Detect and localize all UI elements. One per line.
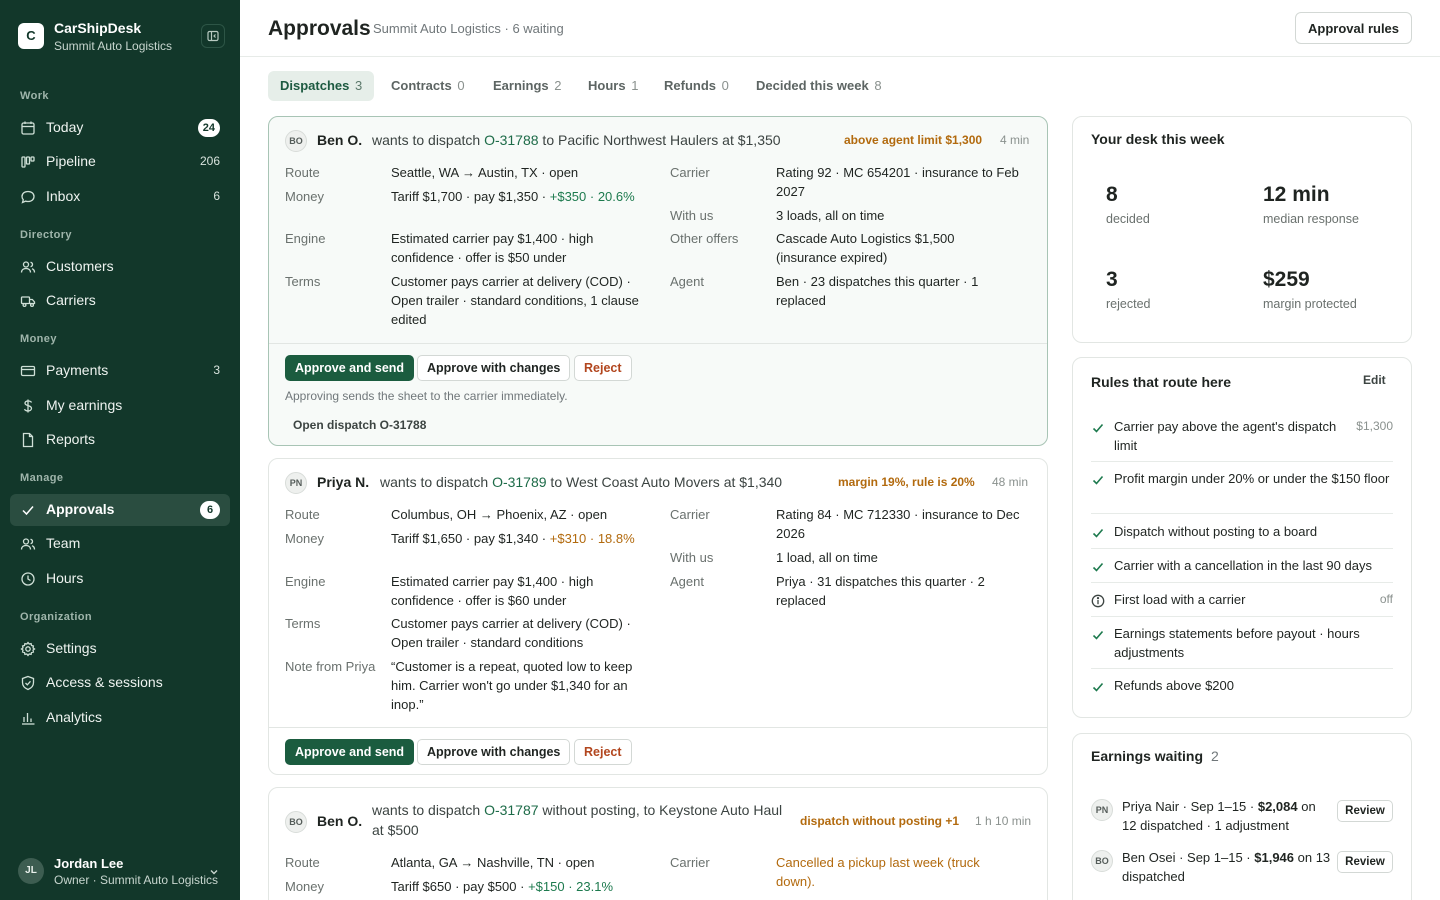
sidebar-item-access-sessions[interactable] — [10, 667, 230, 699]
summary-text: wants to dispatch — [372, 802, 485, 818]
tab-count: 2 — [554, 78, 562, 93]
approval-request-card — [268, 787, 1048, 900]
clock-icon — [20, 571, 36, 587]
sidebar-item-label: Analytics — [46, 709, 103, 725]
summary-text: to Pacific Northwest Haulers at $1,350 — [538, 132, 781, 148]
route-value: Seattle, WA → Austin, TX · open — [391, 165, 579, 180]
sidebar-item-inbox[interactable] — [10, 181, 230, 213]
routing-rules-panel — [1072, 357, 1412, 718]
users-icon — [20, 259, 36, 275]
sidebar-item-label: Carriers — [46, 292, 96, 308]
earnings-item — [1091, 850, 1393, 890]
approve-and-send-button[interactable]: Approve and send — [285, 355, 414, 381]
requester-name: Ben O. — [317, 132, 363, 148]
tab-count: 3 — [355, 78, 363, 93]
tab-label: Contracts — [391, 78, 452, 93]
summary-text: to West Coast Auto Movers at $1,340 — [546, 474, 783, 490]
carrier-label: Carrier — [670, 855, 710, 870]
approval-request-card — [268, 116, 1048, 446]
approve-and-send-button[interactable]: Approve and send — [285, 739, 414, 765]
document-icon — [20, 432, 36, 448]
check-icon — [1091, 421, 1105, 435]
stat-value: $259 — [1263, 268, 1310, 291]
sidebar-item-label: Approvals — [46, 501, 115, 517]
avatar: PN — [1091, 799, 1113, 821]
rule-text: Earnings statements before payout · hours adjustments — [1114, 626, 1360, 660]
route-label: Route — [285, 507, 320, 522]
review-button[interactable]: Review — [1337, 800, 1393, 822]
open-dispatch-link[interactable]: Open dispatch O-31788 — [293, 418, 427, 432]
avatar: JL — [18, 858, 44, 884]
reject-button[interactable]: Reject — [574, 355, 632, 381]
time-waiting: 4 min — [1000, 133, 1030, 147]
earnings-waiting-panel — [1072, 733, 1412, 900]
panel-title: Your desk this week — [1091, 131, 1225, 147]
money-label: Money — [285, 189, 325, 204]
rule-item — [1091, 523, 1393, 549]
request-summary — [372, 132, 781, 148]
page-subtitle: Summit Auto Logistics · 6 waiting — [373, 21, 564, 36]
request-header — [285, 800, 1031, 844]
money-base: Tariff $1,650 · pay $1,340 · — [391, 531, 550, 546]
tab-decided-this-week[interactable] — [744, 71, 894, 101]
agent-value: Priya · 31 dispatches this quarter · 2 replaced — [776, 574, 985, 608]
sidebar-item-approvals[interactable] — [10, 494, 230, 526]
tab-dispatches[interactable] — [268, 71, 374, 101]
stat-value: 3 — [1106, 268, 1118, 291]
flag-reason: margin 19%, rule is 20% — [838, 475, 975, 489]
order-link[interactable]: O-31789 — [492, 474, 547, 490]
approval-request-card — [268, 458, 1048, 775]
order-link[interactable]: O-31787 — [484, 802, 539, 818]
count-text: 3 — [213, 363, 220, 377]
margin-value: +$310 · 18.8% — [549, 531, 635, 546]
page-title: Approvals — [268, 17, 371, 40]
earnings-text: on 13 dispatched — [1122, 850, 1331, 884]
order-link[interactable]: O-31788 — [484, 132, 539, 148]
sidebar-item-label: Payments — [46, 362, 109, 378]
earnings-text: on 12 dispatched · 1 adjustment — [1122, 799, 1316, 833]
route-value: Atlanta, GA → Nashville, TN · open — [391, 855, 595, 870]
agent-value: Ben · 23 dispatches this quarter · 1 replaced — [776, 274, 979, 308]
user-role: Owner · Summit Auto Logistics — [54, 873, 219, 887]
sidebar-item-today[interactable] — [10, 112, 230, 144]
carrier-label: Carrier — [670, 165, 710, 180]
stat-label: decided — [1106, 212, 1150, 226]
count-badge: 24 — [198, 119, 220, 137]
stat-label: margin protected — [1263, 297, 1357, 311]
request-actions — [269, 343, 1048, 446]
desk-stats-panel — [1072, 116, 1412, 343]
sidebar-item-analytics[interactable] — [10, 702, 230, 734]
count-text: 206 — [199, 154, 220, 168]
sidebar-item-label: Inbox — [46, 188, 81, 204]
pipeline-icon — [20, 154, 36, 170]
sidebar-item-label: Reports — [46, 431, 96, 447]
sidebar-toggle-icon — [207, 30, 219, 42]
earnings-text: Ben Osei · Sep 1–15 · — [1122, 850, 1255, 865]
reject-button[interactable]: Reject — [574, 739, 632, 765]
carrier-value: Cancelled a pickup last week (truck down). — [776, 855, 980, 889]
section-money: Money — [20, 333, 57, 345]
credit-card-icon — [20, 363, 36, 379]
agent-label: Agent — [670, 574, 704, 589]
check-icon — [1091, 560, 1105, 574]
with-us-label: With us — [670, 208, 714, 223]
review-button[interactable]: Review — [1337, 851, 1393, 873]
sidebar-collapse-button[interactable] — [201, 24, 225, 48]
stat-value: 12 min — [1263, 183, 1330, 206]
requester-name: Ben O. — [317, 813, 363, 829]
engine-label: Engine — [285, 231, 326, 246]
terms-value: Customer pays carrier at delivery (COD) · Open trailer · standard conditions, 1 clause edited — [391, 274, 639, 327]
tab-refunds[interactable] — [652, 71, 741, 101]
sidebar-item-label: Today — [46, 119, 84, 135]
sidebar-item-reports[interactable] — [10, 424, 230, 456]
carrier-value: Rating 84 · MC 712330 · insurance to Dec 2026 — [776, 507, 1020, 541]
rule-text: Carrier with a cancellation in the last 90 days — [1114, 558, 1372, 573]
brand-name: CarShipDesk — [54, 20, 142, 36]
time-waiting: 1 h 10 min — [975, 814, 1032, 828]
section-work: Work — [20, 90, 49, 102]
carrier-value: Rating 92 · MC 654201 · insurance to Feb 2027 — [776, 165, 1019, 199]
other-offers-label: Other offers — [670, 231, 739, 246]
route-value: Columbus, OH → Phoenix, AZ · open — [391, 507, 608, 522]
tab-earnings[interactable] — [481, 71, 573, 101]
tab-count: 8 — [874, 78, 882, 93]
approve-hint: Approving sends the sheet to the carrier immediately. — [285, 389, 568, 403]
money-value — [391, 187, 653, 206]
route-label: Route — [285, 165, 320, 180]
panel-title-text: Earnings waiting — [1091, 748, 1204, 764]
sidebar-item-label: Settings — [46, 640, 97, 656]
check-icon — [1091, 473, 1105, 487]
tab-contracts[interactable] — [379, 71, 477, 101]
margin-value: +$350 · 20.6% — [549, 189, 635, 204]
request-summary — [380, 474, 782, 490]
money-label: Money — [285, 531, 325, 546]
section-manage: Manage — [20, 472, 64, 484]
flag-reason: above agent limit $1,300 — [844, 133, 983, 147]
sidebar-item-label: Team — [46, 535, 81, 551]
edit-rules-button[interactable]: Edit — [1363, 373, 1386, 387]
rule-item — [1091, 418, 1393, 462]
note-value: “Customer is a repeat, quoted low to keep him. Carrier won't go under $1,340 for an inop.” — [391, 659, 633, 712]
tab-hours[interactable] — [576, 71, 650, 101]
brand-logo: C — [18, 23, 44, 49]
user-name: Jordan Lee — [54, 856, 124, 871]
calendar-icon — [20, 120, 36, 136]
panel-title: Rules that route here — [1091, 374, 1232, 390]
earnings-text: Priya Nair · Sep 1–15 · — [1122, 799, 1258, 814]
flag-reason: dispatch without posting +1 — [800, 814, 959, 828]
money-base: Tariff $650 · pay $500 · — [391, 879, 529, 894]
carrier-label: Carrier — [670, 507, 710, 522]
rule-text: Profit margin under 20% or under the $150 floor — [1114, 471, 1390, 486]
dollar-icon — [20, 398, 36, 414]
page-header — [240, 0, 1440, 57]
sidebar-item-hours[interactable] — [10, 563, 230, 595]
money-value — [391, 877, 653, 896]
time-waiting: 48 min — [992, 475, 1029, 489]
rule-item — [1091, 677, 1393, 701]
check-icon — [20, 502, 36, 518]
tab-label: Refunds — [664, 78, 716, 93]
rule-item — [1091, 470, 1393, 514]
request-header — [285, 471, 1031, 495]
tab-count: 1 — [631, 78, 639, 93]
stat-label: rejected — [1106, 297, 1151, 311]
user-menu[interactable] — [18, 856, 230, 890]
approve-with-changes-button[interactable]: Approve with changes — [417, 739, 570, 765]
users-icon — [20, 536, 36, 552]
info-circle-icon — [1091, 594, 1105, 608]
request-header — [285, 129, 1031, 153]
stat-value: 8 — [1106, 183, 1118, 206]
other-offers-value: Cascade Auto Logistics $1,500 (insurance expired) — [776, 231, 955, 265]
with-us-value: 3 loads, all on time — [776, 208, 885, 223]
rule-meta: off — [1379, 592, 1393, 606]
rule-text: Carrier pay above the agent's dispatch limit — [1114, 419, 1337, 453]
terms-label: Terms — [285, 616, 321, 631]
terms-value: Customer pays carrier at delivery (COD) · Open trailer · standard conditions — [391, 616, 631, 650]
approve-with-changes-button[interactable]: Approve with changes — [417, 355, 570, 381]
rule-text: Refunds above $200 — [1114, 678, 1234, 693]
money-label: Money — [285, 879, 325, 894]
tab-label: Hours — [588, 78, 626, 93]
with-us-label: With us — [670, 550, 714, 565]
with-us-value: 1 load, all on time — [776, 550, 878, 565]
count-badge: 6 — [200, 501, 220, 519]
sidebar-item-settings[interactable] — [10, 633, 230, 665]
earnings-item — [1091, 799, 1393, 839]
earnings-amount: $1,946 — [1254, 850, 1295, 865]
engine-value: Estimated carrier pay $1,400 · high confidence · offer is $50 under — [391, 231, 594, 265]
gear-icon — [20, 641, 36, 657]
truck-icon — [20, 293, 36, 309]
sidebar-item-team[interactable] — [10, 528, 230, 560]
check-icon — [1091, 680, 1105, 694]
summary-text: wants to dispatch — [380, 474, 493, 490]
count-text: 6 — [213, 189, 220, 203]
sidebar-item-carriers[interactable] — [10, 285, 230, 317]
tab-label: Decided this week — [756, 78, 869, 93]
stat-label: median response — [1263, 212, 1359, 226]
summary-text: without posting, to Keystone Auto Haul at $500 — [372, 802, 783, 838]
rule-meta: $1,300 — [1356, 419, 1393, 433]
request-summary — [372, 800, 792, 840]
tab-count: 0 — [457, 78, 465, 93]
check-icon — [1091, 526, 1105, 540]
sidebar-item-label: My earnings — [46, 397, 123, 413]
rule-item — [1091, 625, 1393, 669]
money-base: Tariff $1,700 · pay $1,350 · — [391, 189, 550, 204]
check-icon — [1091, 628, 1105, 642]
avatar: PN — [285, 472, 307, 494]
avatar: BO — [285, 130, 307, 152]
chevron-down-icon — [208, 866, 220, 878]
engine-label: Engine — [285, 574, 326, 589]
rule-text: Dispatch without posting to a board — [1114, 524, 1318, 539]
sidebar-item-pipeline[interactable] — [10, 146, 230, 178]
earnings-amount: $2,084 — [1257, 799, 1298, 814]
bar-chart-icon — [20, 710, 36, 726]
section-organization: Organization — [20, 611, 93, 623]
rule-item — [1091, 591, 1393, 617]
route-label: Route — [285, 855, 320, 870]
panel-title — [1091, 748, 1219, 764]
section-directory: Directory — [20, 229, 72, 241]
sidebar-item-my-earnings[interactable] — [10, 390, 230, 422]
engine-value: Estimated carrier pay $1,400 · high confidence · offer is $60 under — [391, 574, 594, 608]
request-actions — [269, 727, 1048, 775]
brand — [18, 18, 228, 58]
earnings-summary — [1122, 848, 1332, 886]
sidebar — [0, 0, 240, 900]
sidebar-item-label: Pipeline — [46, 153, 96, 169]
sidebar-item-customers[interactable] — [10, 251, 230, 283]
tab-label: Earnings — [493, 78, 549, 93]
sidebar-item-payments[interactable] — [10, 355, 230, 387]
sidebar-item-label: Hours — [46, 570, 84, 586]
sidebar-item-label: Access & sessions — [46, 674, 163, 690]
margin-value: +$150 · 23.1% — [528, 879, 614, 894]
summary-text: wants to dispatch — [372, 132, 485, 148]
panel-count: 2 — [1211, 748, 1219, 764]
earnings-summary — [1122, 797, 1332, 835]
agent-label: Agent — [670, 274, 704, 289]
avatar: BO — [285, 811, 307, 833]
tab-count: 0 — [721, 78, 729, 93]
approval-rules-button[interactable]: Approval rules — [1295, 12, 1412, 44]
avatar: BO — [1091, 850, 1113, 872]
brand-org: Summit Auto Logistics — [54, 39, 173, 53]
rule-text: First load with a carrier — [1114, 592, 1246, 607]
rule-item — [1091, 557, 1393, 583]
shield-icon — [20, 675, 36, 691]
money-value — [391, 529, 653, 548]
chat-bubble-icon — [20, 189, 36, 205]
terms-label: Terms — [285, 274, 321, 289]
tab-label: Dispatches — [280, 78, 350, 93]
sidebar-item-label: Customers — [46, 258, 114, 274]
requester-name: Priya N. — [317, 474, 370, 490]
note-label: Note from Priya — [285, 659, 376, 674]
